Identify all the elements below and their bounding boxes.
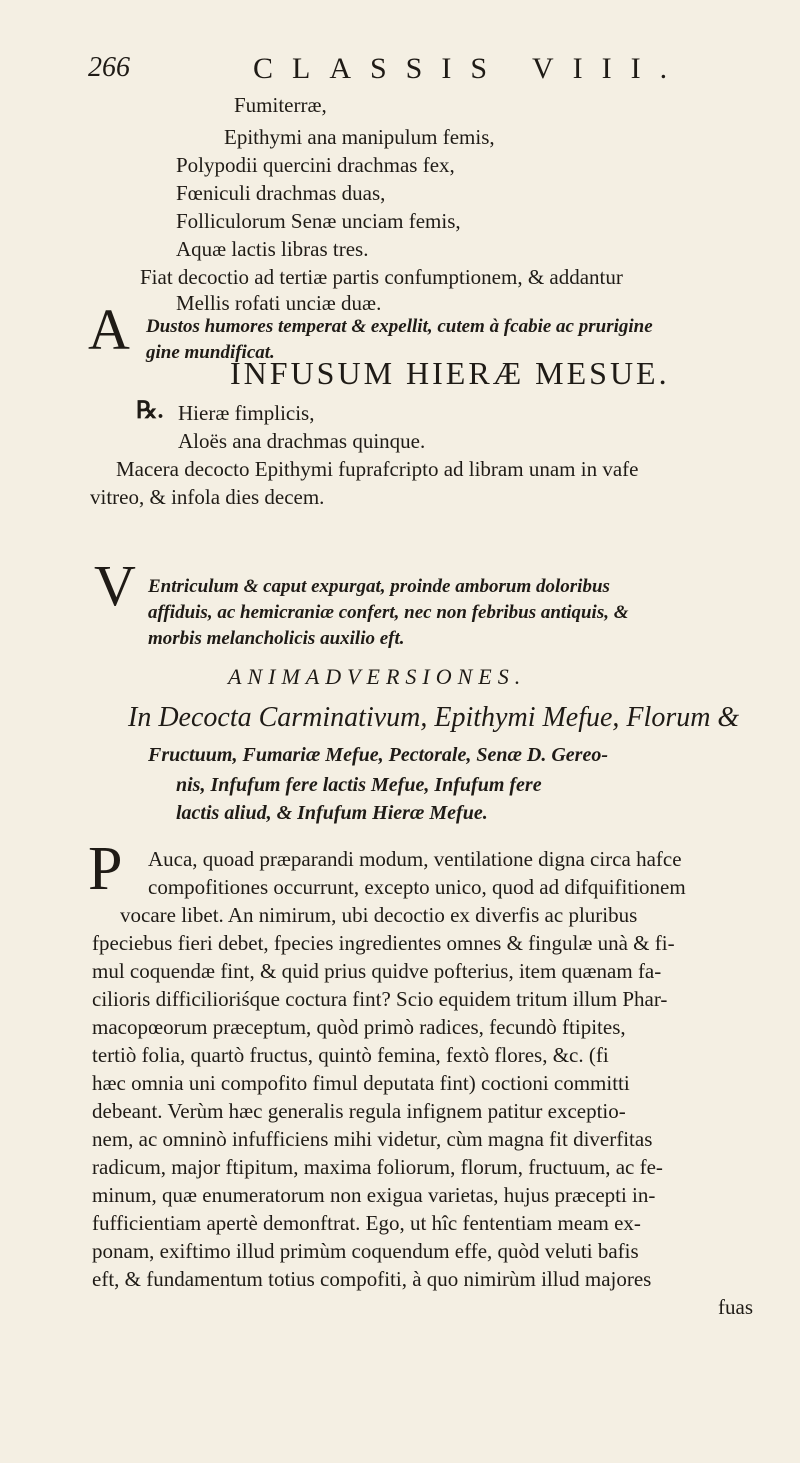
- recipe-line: Aquæ lactis libras tres.: [176, 237, 369, 261]
- subtitle-line: In Decocta Carminativum, Epithymi Mefue, Florum &: [128, 702, 740, 733]
- recipe-line: Mellis rofati unciæ duæ.: [176, 291, 382, 315]
- body-line: Auca, quoad præparandi modum, ventilatione digna circa hafce: [148, 847, 682, 871]
- body-line: mul coquendæ fint, & quid prius quidve pofterius, item quænam fa-: [92, 959, 662, 983]
- infusum-line: Macera decocto Epithymi fuprafcripto ad libram unam in vafe: [116, 457, 639, 481]
- body-line: minum, quæ enumeratorum non exigua varietas, hujus præcepti in-: [92, 1183, 656, 1207]
- body-line: hæc omnia uni compofito fimul deputata fint) coctioni committi: [92, 1071, 630, 1095]
- body-line: nem, ac omninò infufficiens mihi videtur, cùm magna fit diverfitas: [92, 1127, 653, 1151]
- drop-cap-p: P: [88, 835, 123, 903]
- catchword: fuas: [718, 1295, 753, 1319]
- note-v-line: Entriculum & caput expurgat, proinde amborum doloribus: [148, 576, 610, 597]
- drop-cap-v: V: [94, 553, 136, 618]
- body-line: fpeciebus fieri debet, fpecies ingredientes omnes & fingulæ unà & fi-: [92, 931, 675, 955]
- body-line: cilioris difficilioriśque coctura fint? Scio equidem tritum illum Phar-: [92, 987, 668, 1011]
- body-line: debeant. Verùm hæc generalis regula infignem patitur exceptio-: [92, 1099, 626, 1123]
- body-line: fufficientiam apertè demonftrat. Ego, ut hîc fententiam meam ex-: [92, 1211, 641, 1235]
- subtitle-line: nis, Infufum fere lactis Mefue, Infufum fere: [176, 774, 542, 796]
- running-title: CLASSIS VIII.: [253, 52, 687, 85]
- recipe-line: Polypodii quercini drachmas fex,: [176, 153, 455, 177]
- body-line: macopœorum præceptum, quòd primò radices, fecundò ftipites,: [92, 1015, 626, 1039]
- infusum-line: Aloës ana drachmas quinque.: [178, 429, 426, 453]
- recipe-line: Folliculorum Senæ unciam femis,: [176, 209, 461, 233]
- drop-cap-a: A: [88, 297, 130, 362]
- page-number: 266: [88, 52, 130, 83]
- body-line: eft, & fundamentum totius compofiti, à quo nimirùm illud majores: [92, 1267, 652, 1291]
- page-header: [88, 52, 768, 92]
- subtitle-line: lactis aliud, & Infufum Hieræ Mefue.: [176, 802, 488, 824]
- body-line: tertiò folia, quartò fructus, quintò femina, fextò flores, &c. (fi: [92, 1043, 609, 1067]
- infusum-line: vitreo, & infola dies decem.: [90, 485, 325, 509]
- recipe-line: Epithymi ana manipulum femis,: [224, 125, 495, 149]
- note-a-line: gine mundificat.: [146, 342, 275, 363]
- infusum-line: Hieræ fimplicis,: [178, 401, 315, 425]
- body-line: vocare libet. An nimirum, ubi decoctio ex diverfis ac pluribus: [120, 903, 638, 927]
- recipe-line: Fœniculi drachmas duas,: [176, 181, 386, 205]
- note-a-line: Dustos humores temperat & expellit, cutem à fcabie ac prurigine: [146, 316, 653, 337]
- note-v-line: morbis melancholicis auxilio eft.: [148, 628, 405, 649]
- note-v-line: affiduis, ac hemicraniæ confert, nec non febribus antiquis, &: [148, 602, 629, 623]
- subtitle-line: Fructuum, Fumariæ Mefue, Pectorale, Senæ D. Gereo-: [148, 744, 608, 766]
- recipe-line: Fiat decoctio ad tertiæ partis confumptionem, & addantur: [140, 265, 623, 289]
- infusum-heading: INFUSUM HIERÆ MESUE.: [230, 355, 670, 391]
- body-line: compofitiones occurrunt, excepto unico, quod ad difquifitionem: [148, 875, 686, 899]
- body-line: radicum, major ftipitum, maxima foliorum, florum, fructuum, ac fe-: [92, 1155, 663, 1179]
- recipe-symbol: ℞.: [136, 398, 164, 424]
- body-line: ponam, exiftimo illud primùm coquendum effe, quòd veluti bafis: [92, 1239, 639, 1263]
- recipe-line: Fumiterræ,: [234, 93, 327, 117]
- animadversiones-heading: ANIMADVERSIONES.: [228, 664, 527, 689]
